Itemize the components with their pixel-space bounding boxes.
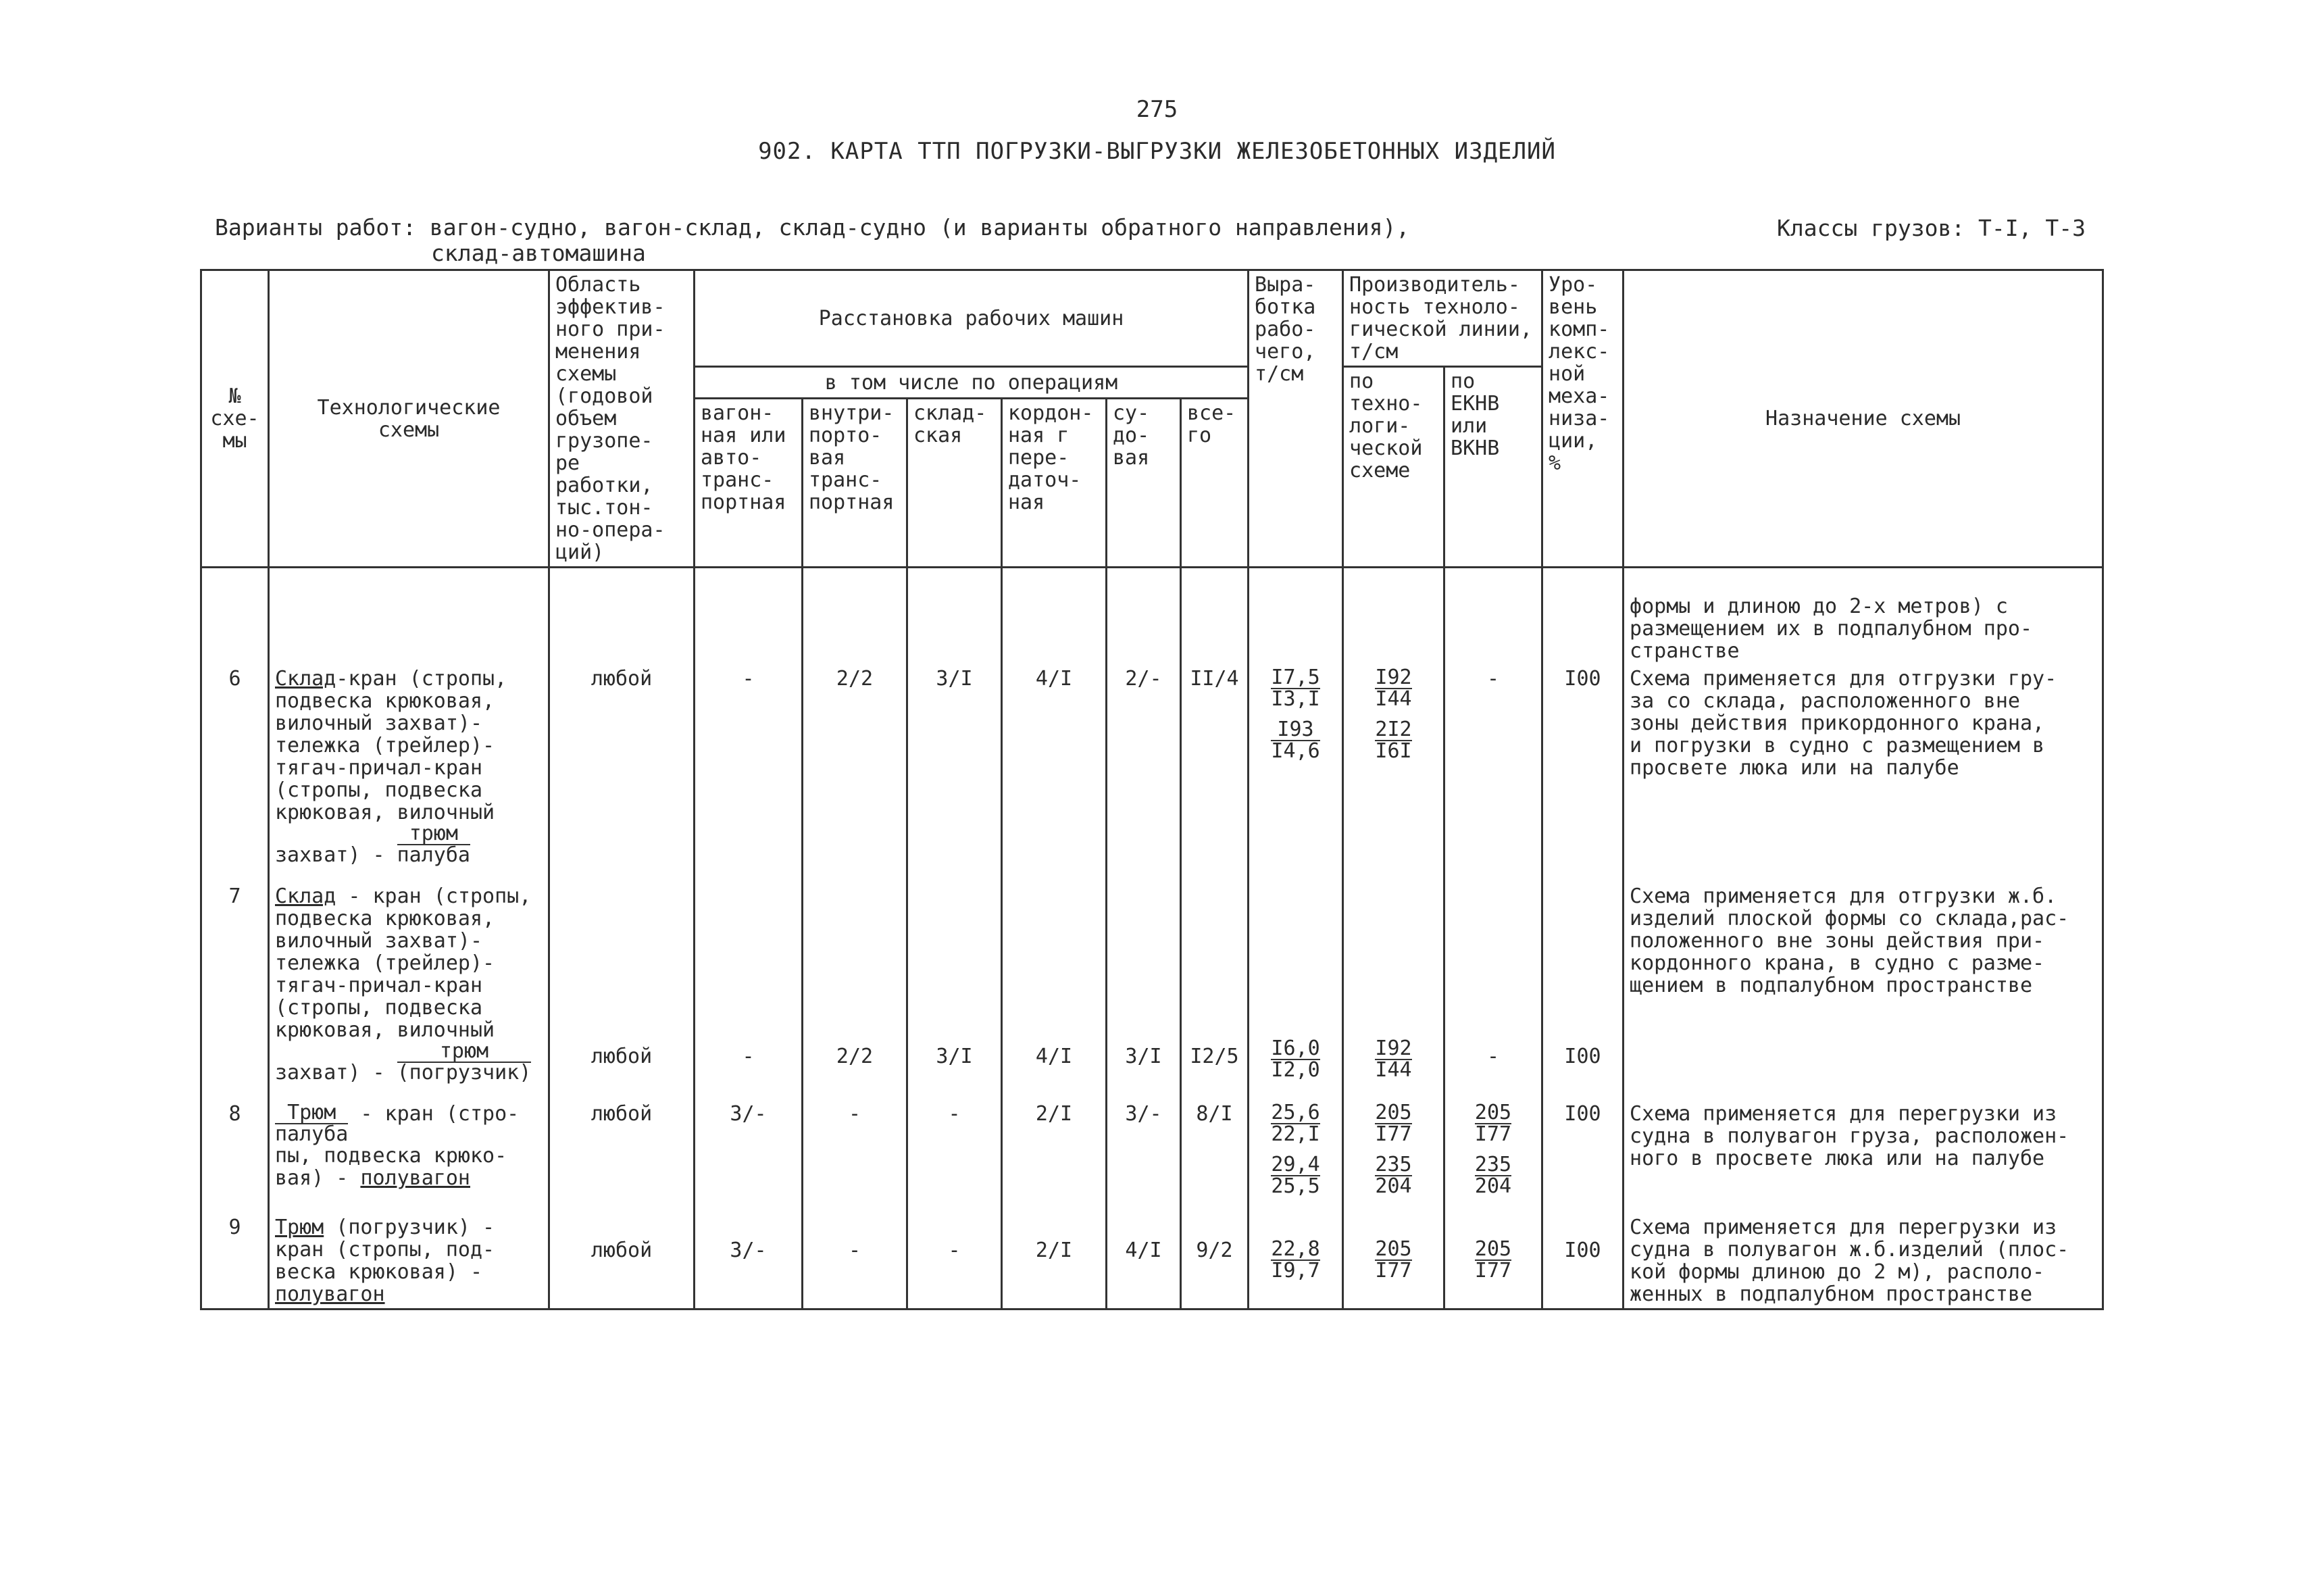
- tech-scheme: [269, 1100, 549, 1200]
- tech-scheme-text: (погрузчик) - кран (стропы, под- веска крюковая) -: [275, 1216, 495, 1284]
- document-title: 902. КАРТА ТТП ПОГРУЗКИ-ВЫГРУЗКИ ЖЕЛЕЗОБЕТОННЫХ ИЗДЕЛИЙ: [758, 138, 1556, 165]
- application-area: любой: [549, 1214, 695, 1310]
- tech-scheme: [269, 665, 549, 869]
- page-number: 275: [1136, 96, 1178, 123]
- purpose: Схема применяется для перегрузки из судна в полувагон груза, расположен- ного в просвете люка или на палубе: [1624, 1100, 2103, 1200]
- prod-fraction: $\frac{I92}{I44}$: [1375, 1037, 1412, 1082]
- mechanization-level: I00: [1542, 665, 1624, 869]
- tech-scheme-start: $\frac{\text{Трюм}}{\text{палуба}}$: [275, 1101, 349, 1146]
- prod-fraction: $\frac{I92}{I44}$: [1375, 666, 1412, 711]
- col-header-tech-schemes: Технологические схемы: [269, 270, 549, 568]
- table-row: [201, 1214, 2103, 1310]
- col-header-op-wagon: вагон- ная или авто- транс- портная: [695, 399, 803, 568]
- prod-by-scheme: [1343, 1100, 1444, 1200]
- col-header-number: № схе- мы: [201, 270, 269, 568]
- op-total: I2/5: [1181, 882, 1249, 1087]
- mechanization-level: I00: [1542, 1100, 1624, 1200]
- op-ship: 2/-: [1107, 665, 1181, 869]
- op-warehouse: 3/I: [907, 882, 1002, 1087]
- output-fraction: $\frac{I93}{I4,6}$: [1271, 718, 1320, 763]
- mechanization-level: I00: [1542, 1214, 1624, 1310]
- eknv-fraction: $\frac{205}{I77}$: [1474, 1237, 1512, 1282]
- output-fraction: $\frac{I6,0}{I2,0}$: [1271, 1037, 1320, 1082]
- op-internal: 2/2: [803, 665, 907, 869]
- eknv-fraction: $\frac{235}{204}$: [1474, 1153, 1512, 1198]
- tech-scheme: [269, 1214, 549, 1310]
- table-row-carryover: [201, 568, 2103, 666]
- col-header-op-internal: внутри- порто- вая транс- портная: [803, 399, 907, 568]
- mechanization-level: I00: [1542, 882, 1624, 1087]
- op-internal: 2/2: [803, 882, 907, 1087]
- application-area: любой: [549, 882, 695, 1087]
- col-header-by-operations: в том числе по операциям: [695, 367, 1249, 399]
- prod-by-eknv: [1444, 1214, 1542, 1310]
- prod-fraction: $\frac{2I2}{I6I}$: [1375, 718, 1412, 763]
- op-wagon: 3/-: [695, 1214, 803, 1310]
- purpose: Схема применяется для отгрузки гру- за со склада, расположенного вне зоны действия прикордонного крана, и погрузки в судно с размещением в просвете люка или на палубе: [1624, 665, 2103, 869]
- worker-output: [1249, 665, 1343, 869]
- op-cordon: 2/I: [1002, 1214, 1107, 1310]
- col-header-line-productivity: Производитель- ность техноло- гической линии, т/см: [1343, 270, 1542, 367]
- prod-fraction: $\frac{205}{I77}$: [1375, 1101, 1412, 1146]
- col-header-op-cordon: кордон- ная г пере- даточ- ная: [1002, 399, 1107, 568]
- table-row: [201, 882, 2103, 1087]
- op-warehouse: -: [907, 1214, 1002, 1310]
- prod-by-scheme: [1343, 1214, 1444, 1310]
- op-internal: -: [803, 1214, 907, 1310]
- op-warehouse: -: [907, 1100, 1002, 1200]
- col-header-worker-output: Выра- ботка рабо- чего, т/см: [1249, 270, 1343, 568]
- variants-line-1: Варианты работ: вагон-судно, вагон-склад, склад-судно (и варианты обратного направления),: [215, 214, 1410, 241]
- op-ship: 3/-: [1107, 1100, 1181, 1200]
- purpose: Схема применяется для отгрузки ж.б. изделий плоской формы со склада,рас- положенного вне зоны действия при- кордонного крана, в судно с разме- щением в подпалубном пространстве: [1624, 882, 2103, 1087]
- tech-scheme-end: полувагон: [360, 1166, 470, 1190]
- col-header-op-ship: су- до- вая: [1107, 399, 1181, 568]
- table-row: [201, 1100, 2103, 1200]
- work-variants: [215, 215, 1409, 266]
- scheme-number: 6: [201, 665, 269, 869]
- tech-scheme-start: Трюм: [275, 1216, 324, 1239]
- op-wagon: -: [695, 882, 803, 1087]
- scheme-number: 7: [201, 882, 269, 1087]
- op-total: 9/2: [1181, 1214, 1249, 1310]
- purpose-carryover: формы и длиною до 2-х метров) с размещением их в подпалубном про- странстве: [1624, 568, 2103, 666]
- prod-fraction: $\frac{235}{204}$: [1375, 1153, 1412, 1198]
- col-header-mechanization-level: Уро- вень комп- лекс- ной меха- низа- ции, %: [1542, 270, 1624, 568]
- op-ship: 3/I: [1107, 882, 1181, 1087]
- op-total: II/4: [1181, 665, 1249, 869]
- variants-line-2: склад-автомашина: [431, 240, 646, 266]
- prod-by-scheme: [1343, 665, 1444, 869]
- tech-schemes-table: [200, 269, 2104, 1310]
- table-row: [201, 665, 2103, 869]
- col-header-op-total: все- го: [1181, 399, 1249, 568]
- col-header-purpose: Назначение схемы: [1624, 270, 2103, 568]
- purpose: Схема применяется для перегрузки из судна в полувагон ж.б.изделий (плос- кой формы длиною до 2 м), располо- женных в подпалубном пространстве: [1624, 1214, 2103, 1310]
- col-header-op-warehouse: склад- ская: [907, 399, 1002, 568]
- prod-by-scheme: [1343, 882, 1444, 1087]
- scheme-number: 8: [201, 1100, 269, 1200]
- tech-scheme-end: $\frac{\text{трюм}}{\text{палуба}}$: [397, 822, 470, 867]
- col-header-prod-by-scheme: по техно- логи- ческой схеме: [1343, 367, 1444, 568]
- tech-scheme: [269, 882, 549, 1087]
- worker-output: [1249, 882, 1343, 1087]
- cargo-classes: Классы грузов: Т-I, Т-3: [1777, 215, 2086, 241]
- tech-scheme-end: полувагон: [275, 1282, 385, 1306]
- col-header-machine-placement: Расстановка рабочих машин: [695, 270, 1249, 367]
- prod-by-eknv: -: [1444, 665, 1542, 869]
- tech-scheme-text: - кран (стропы, подвеска крюковая, вилочный захват)- тележка (трейлер)- тягач-причал-кран (стропы, подвеска крюковая, вилочный захват) -: [275, 884, 532, 1084]
- tech-scheme-text: -кран (стропы, подвеска крюковая, вилочный захват)- тележка (трейлер)- тягач-причал-кран (стропы, подвеска крюковая, вилочный захват) -: [275, 667, 507, 867]
- op-ship: 4/I: [1107, 1214, 1181, 1310]
- application-area: любой: [549, 1100, 695, 1200]
- output-fraction: $\frac{I7,5}{I3,I}$: [1271, 666, 1320, 711]
- output-fraction: $\frac{22,8}{I9,7}$: [1271, 1237, 1320, 1282]
- op-total: 8/I: [1181, 1100, 1249, 1200]
- op-cordon: 4/I: [1002, 665, 1107, 869]
- prod-by-eknv: -: [1444, 882, 1542, 1087]
- op-wagon: 3/-: [695, 1100, 803, 1200]
- prod-by-eknv: [1444, 1100, 1542, 1200]
- worker-output: [1249, 1214, 1343, 1310]
- op-internal: -: [803, 1100, 907, 1200]
- tech-scheme-start: Склад: [275, 884, 336, 908]
- application-area: любой: [549, 665, 695, 869]
- op-cordon: 4/I: [1002, 882, 1107, 1087]
- tech-scheme-start: Склад: [275, 667, 336, 691]
- eknv-fraction: $\frac{205}{I77}$: [1474, 1101, 1512, 1146]
- tech-scheme-text: - кран (стро- пы, подвеска крюко- вая) -: [275, 1102, 520, 1190]
- prod-fraction: $\frac{205}{I77}$: [1375, 1237, 1412, 1282]
- op-cordon: 2/I: [1002, 1100, 1107, 1200]
- tech-scheme-end: $\frac{\text{трюм}}{\text{(погрузчик)}}$: [397, 1039, 532, 1084]
- col-header-application-area: Область эффектив- ного при- менения схемы (годовой объем грузопе- ре работки, тыс.тон- но-опера- ций): [549, 270, 695, 568]
- op-warehouse: 3/I: [907, 665, 1002, 869]
- worker-output: [1249, 1100, 1343, 1200]
- op-wagon: -: [695, 665, 803, 869]
- col-header-prod-by-eknv: по ЕКНВ или ВКНВ: [1444, 367, 1542, 568]
- output-fraction: $\frac{29,4}{25,5}$: [1271, 1153, 1320, 1198]
- output-fraction: $\frac{25,6}{22,I}$: [1271, 1101, 1320, 1146]
- scheme-number: 9: [201, 1214, 269, 1310]
